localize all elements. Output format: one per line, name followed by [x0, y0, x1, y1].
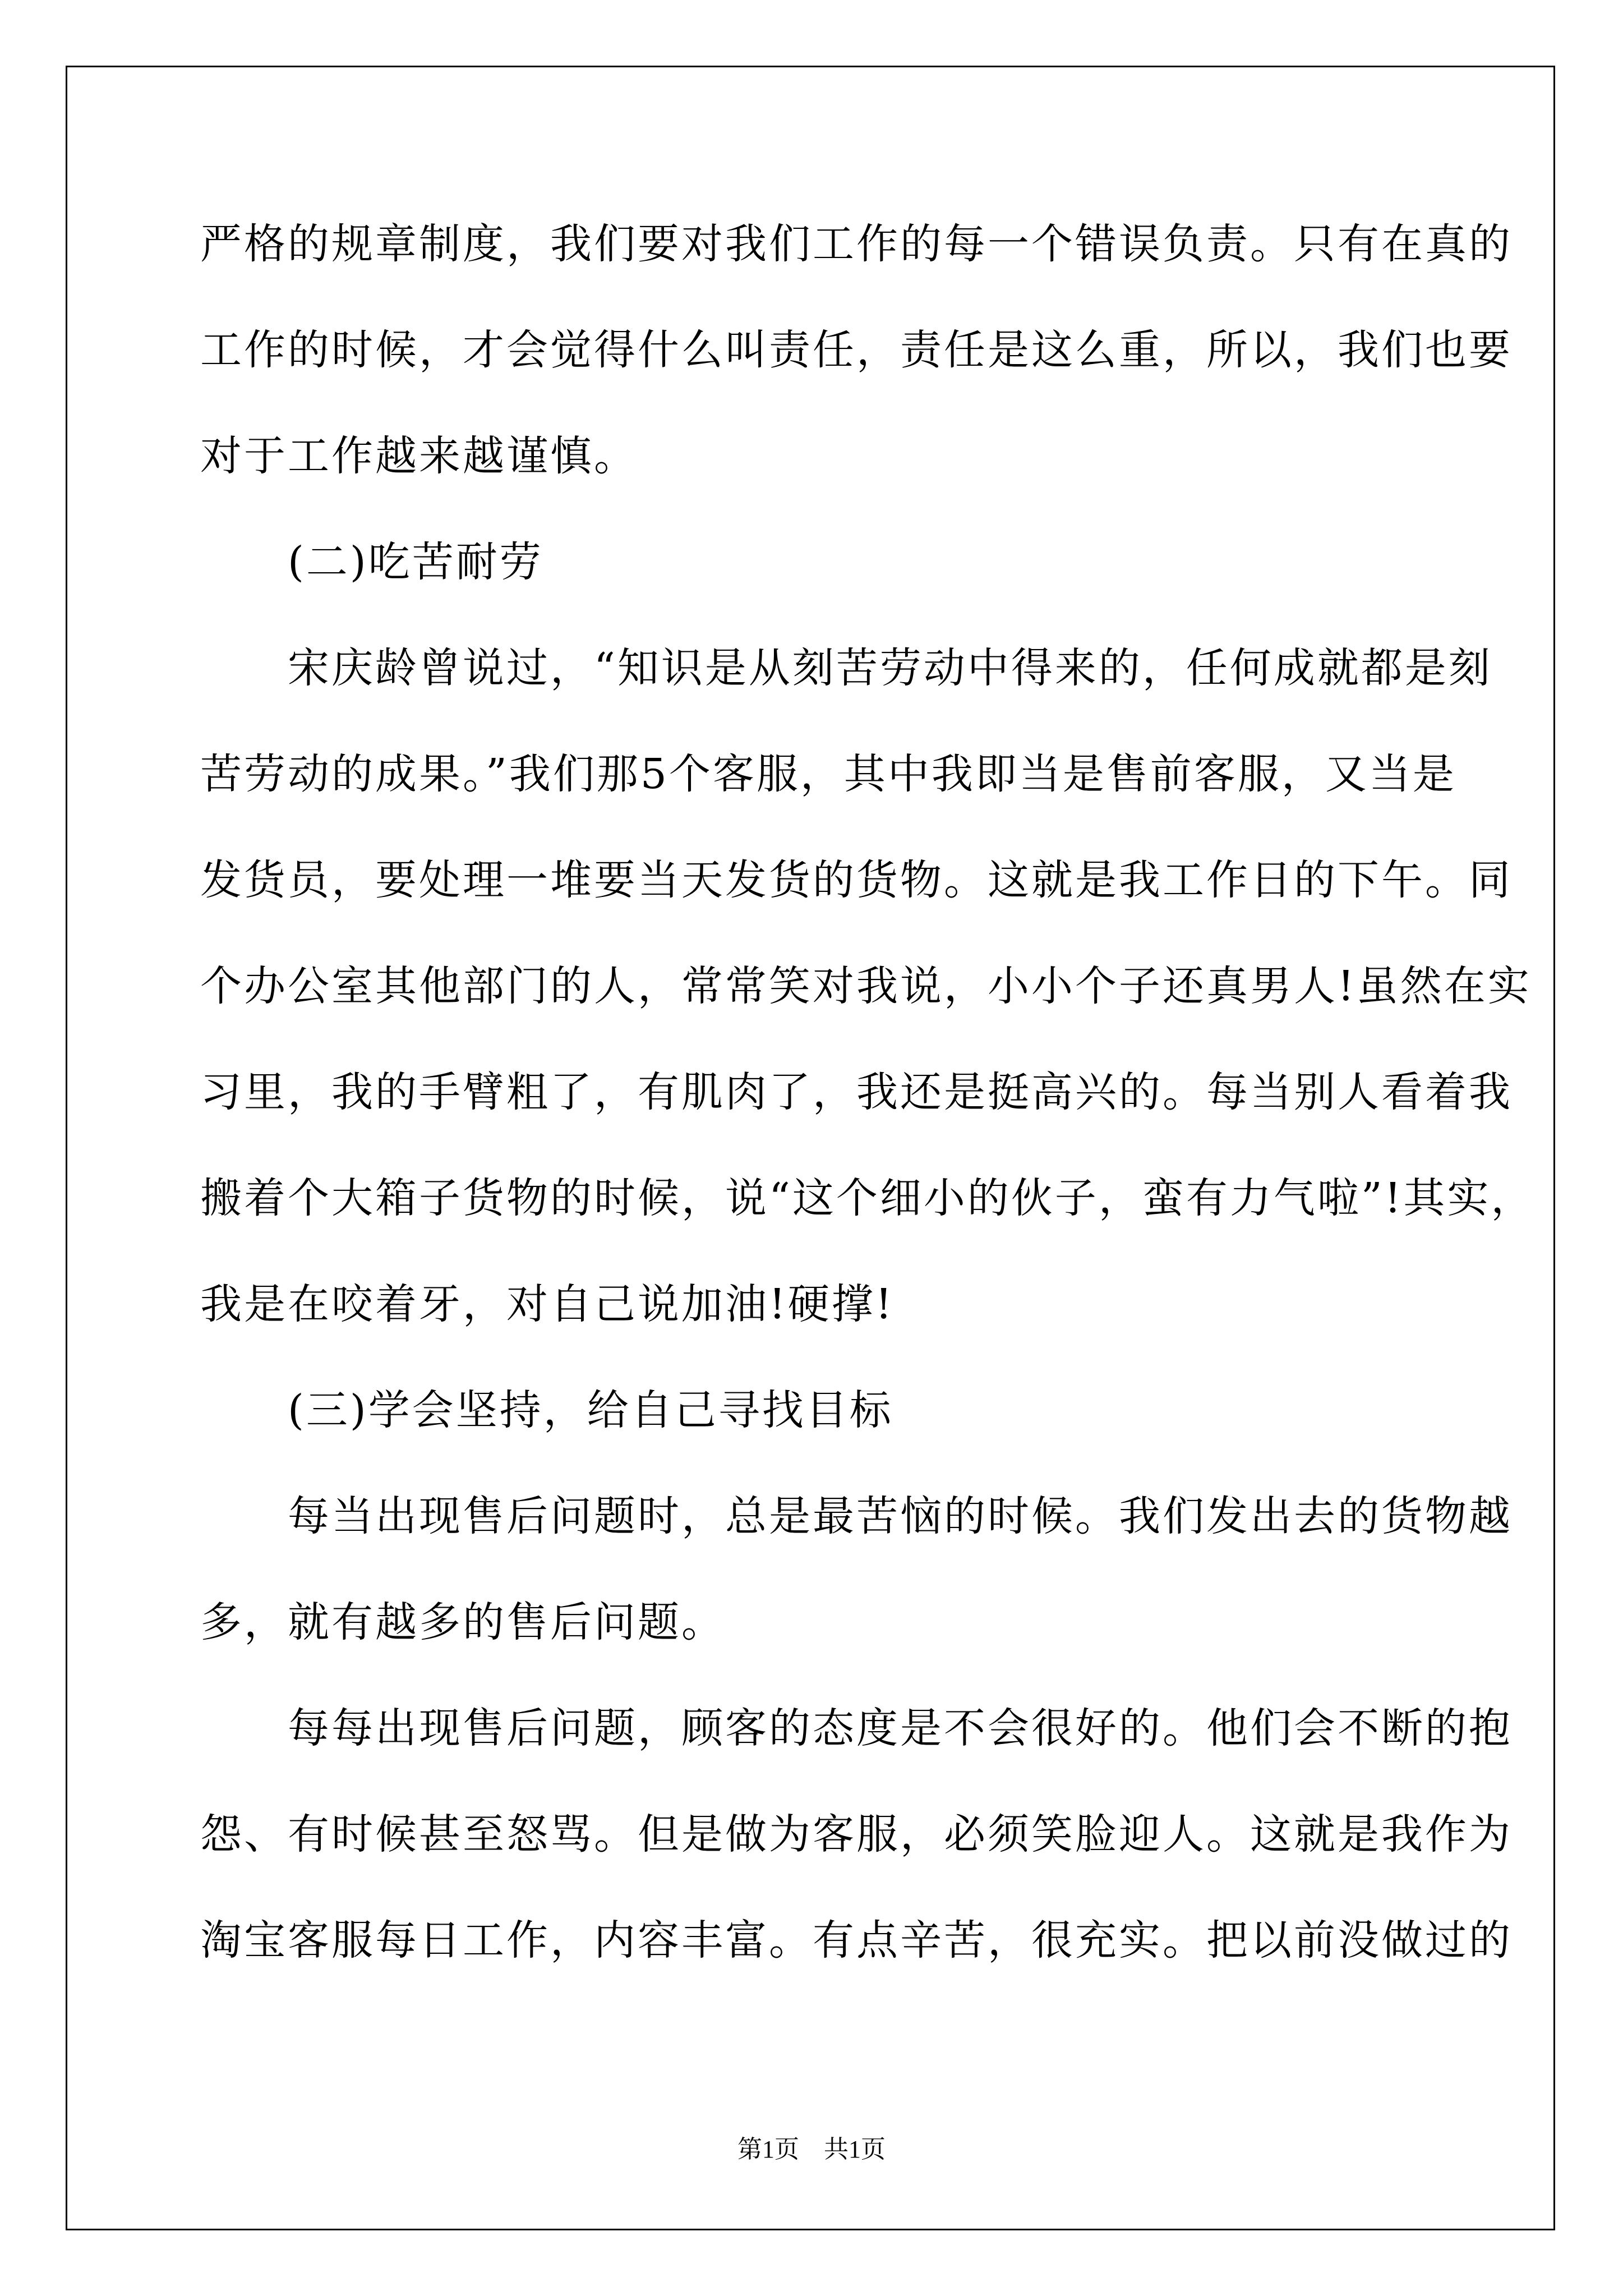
text-line: 对于工作越来越谨慎。 — [200, 432, 638, 480]
text-line: 淘宝客服每日工作，内容丰富。有点辛苦，很充实。把以前没做过的 — [200, 1916, 1513, 1964]
section-heading: (二)吃苦耐劳 — [200, 538, 543, 586]
text-line: 搬着个大箱子货物的时候，说“这个细小的伙子，蛮有力气啦”!其实， — [200, 1174, 1535, 1222]
text-line: 工作的时候，才会觉得什么叫责任，责任是这么重，所以，我们也要 — [200, 326, 1513, 374]
text-line: 每每出现售后问题，顾客的态度是不会很好的。他们会不断的抱 — [200, 1704, 1513, 1752]
text-line: 每当出现售后问题时，总是最苦恼的时候。我们发出去的货物越 — [200, 1492, 1513, 1540]
text-line: 我是在咬着牙，对自己说加油!硬撑! — [200, 1280, 895, 1328]
text-line: 怨、有时候甚至怒骂。但是做为客服，必须笑脸迎人。这就是我作为 — [200, 1810, 1513, 1858]
section-heading: (三)学会坚持，给自己寻找目标 — [200, 1386, 893, 1434]
page-footer: 第1页 共1页 — [737, 2136, 886, 2163]
text-line: 习里，我的手臂粗了，有肌肉了，我还是挺高兴的。每当别人看着我 — [200, 1068, 1513, 1116]
document-body — [200, 213, 1535, 2016]
text-line: 多，就有越多的售后问题。 — [200, 1598, 725, 1646]
text-line: 宋庆龄曾说过，“知识是从刻苦劳动中得来的，任何成就都是刻 — [200, 644, 1492, 692]
text-line: 个办公室其他部门的人，常常笑对我说，小小个子还真男人!虽然在实 — [200, 962, 1532, 1010]
text-line: 苦劳动的成果。”我们那5个客服，其中我即当是售前客服，又当是 — [200, 750, 1456, 798]
text-line: 发货员，要处理一堆要当天发货的货物。这就是我工作日的下午。同 — [200, 856, 1513, 904]
text-line: 严格的规章制度，我们要对我们工作的每一个错误负责。只有在真的 — [200, 220, 1513, 268]
